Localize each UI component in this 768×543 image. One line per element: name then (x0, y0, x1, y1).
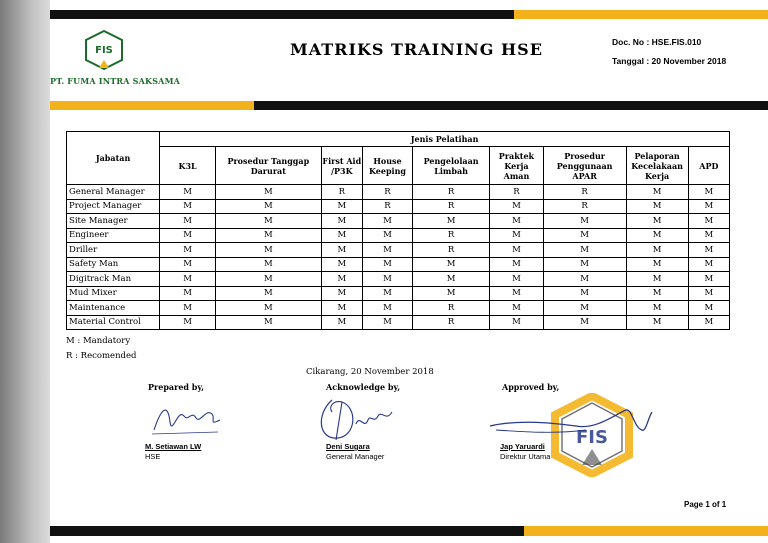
group-header: Jenis Pelatihan (160, 132, 730, 147)
requirement-cell: M (626, 301, 688, 316)
approved-name: Jap Yaruardi (500, 442, 545, 451)
requirement-cell: R (412, 243, 489, 258)
requirement-cell: M (490, 228, 544, 243)
requirement-cell: M (216, 286, 322, 301)
requirement-cell: M (216, 214, 322, 229)
requirement-cell: M (543, 214, 626, 229)
requirement-cell: M (160, 185, 216, 200)
prepared-label: Prepared by, (148, 382, 205, 392)
requirement-cell: M (321, 257, 362, 272)
requirement-cell: R (543, 199, 626, 214)
requirement-cell: M (688, 315, 729, 330)
column-header: House Keeping (363, 147, 413, 185)
requirement-cell: M (626, 214, 688, 229)
table-row (67, 257, 730, 272)
requirement-cell: M (543, 286, 626, 301)
acknowledge-role: General Manager (326, 452, 385, 461)
doc-number: Doc. No : HSE.FIS.010 (612, 37, 702, 47)
requirement-cell: M (321, 286, 362, 301)
requirement-cell: M (688, 214, 729, 229)
requirement-cell: M (321, 228, 362, 243)
column-header: Praktek Kerja Aman (490, 147, 544, 185)
requirement-cell: M (490, 272, 544, 287)
table-row (67, 228, 730, 243)
legend-recommended: R : Recomended (66, 351, 137, 361)
requirement-cell: M (688, 228, 729, 243)
table-row (67, 272, 730, 287)
requirement-cell: M (626, 185, 688, 200)
jabatan-cell: Site Manager (67, 214, 160, 229)
requirement-cell: M (321, 243, 362, 258)
requirement-cell: M (688, 243, 729, 258)
requirement-cell: M (160, 199, 216, 214)
column-header: APD (688, 147, 729, 185)
requirement-cell: R (363, 199, 413, 214)
requirement-cell: R (412, 199, 489, 214)
requirement-cell: M (412, 257, 489, 272)
requirement-cell: M (543, 257, 626, 272)
table-row (67, 243, 730, 258)
requirement-cell: M (688, 199, 729, 214)
column-header: Pelaporan Kecelakaan Kerja (626, 147, 688, 185)
requirement-cell: M (626, 315, 688, 330)
requirement-cell: M (490, 257, 544, 272)
requirement-cell: M (321, 272, 362, 287)
jabatan-cell: Driller (67, 243, 160, 258)
table-row (67, 301, 730, 316)
requirement-cell: M (363, 214, 413, 229)
requirement-cell: M (688, 301, 729, 316)
requirement-cell: M (490, 214, 544, 229)
table-row (67, 315, 730, 330)
column-header: Prosedur Tanggap Darurat (216, 147, 322, 185)
requirement-cell: M (626, 257, 688, 272)
requirement-cell: M (626, 243, 688, 258)
requirement-cell: M (543, 301, 626, 316)
requirement-cell: M (321, 315, 362, 330)
requirement-cell: M (543, 315, 626, 330)
doc-date: Tanggal : 20 November 2018 (612, 56, 727, 66)
requirement-cell: M (688, 286, 729, 301)
header-band-accent (50, 101, 254, 110)
requirement-cell: M (363, 228, 413, 243)
jabatan-header: Jabatan (67, 132, 160, 185)
requirement-cell: M (321, 199, 362, 214)
jabatan-cell: Mud Mixer (67, 286, 160, 301)
jabatan-cell: General Manager (67, 185, 160, 200)
requirement-cell: R (412, 315, 489, 330)
requirement-cell: M (216, 315, 322, 330)
prepared-role: HSE (145, 452, 161, 461)
jabatan-cell: Maintenance (67, 301, 160, 316)
requirement-cell: M (216, 199, 322, 214)
requirement-cell: M (216, 228, 322, 243)
table-row (67, 185, 730, 200)
jabatan-cell: Digitrack Man (67, 272, 160, 287)
column-header: K3L (160, 147, 216, 185)
requirement-cell: M (363, 286, 413, 301)
requirement-cell: M (688, 257, 729, 272)
acknowledge-signature (312, 394, 402, 446)
column-header: Prosedur Penggunaan APAR (543, 147, 626, 185)
top-band-accent (514, 10, 768, 19)
requirement-cell: R (321, 185, 362, 200)
table-row (67, 286, 730, 301)
requirement-cell: M (216, 301, 322, 316)
requirement-cell: R (412, 301, 489, 316)
requirement-cell: M (363, 301, 413, 316)
requirement-cell: R (490, 185, 544, 200)
acknowledge-label: Acknowledge by, (326, 382, 401, 392)
requirement-cell: M (321, 301, 362, 316)
jabatan-cell: Safety Man (67, 257, 160, 272)
requirement-cell: M (490, 243, 544, 258)
requirement-cell: M (626, 199, 688, 214)
requirement-cell: R (543, 185, 626, 200)
requirement-cell: M (363, 315, 413, 330)
company-logo (82, 30, 126, 70)
requirement-cell: M (688, 272, 729, 287)
requirement-cell: M (543, 243, 626, 258)
requirement-cell: R (363, 185, 413, 200)
column-header: Pengelolaan Limbah (412, 147, 489, 185)
legend-mandatory: M : Mandatory (66, 336, 131, 346)
approved-signature (486, 404, 656, 444)
page-title: MATRIKS TRAINING HSE (290, 40, 543, 59)
requirement-cell: M (160, 243, 216, 258)
column-header: First Aid /P3K (321, 147, 362, 185)
requirement-cell: M (490, 286, 544, 301)
requirement-cell: M (363, 257, 413, 272)
table-row (67, 199, 730, 214)
approved-role: Direktur Utama (500, 452, 551, 461)
requirement-cell: M (216, 257, 322, 272)
top-band-dark (50, 10, 514, 19)
place-date: Cikarang, 20 November 2018 (306, 367, 434, 377)
bottom-band-dark (50, 526, 524, 536)
requirement-cell: M (490, 315, 544, 330)
requirement-cell: M (160, 257, 216, 272)
requirement-cell: M (412, 286, 489, 301)
requirement-cell: M (412, 272, 489, 287)
requirement-cell: M (216, 243, 322, 258)
company-name: PT. FUMA INTRA SAKSAMA (50, 76, 181, 86)
requirement-cell: M (363, 243, 413, 258)
requirement-cell: M (490, 301, 544, 316)
requirement-cell: M (160, 272, 216, 287)
requirement-cell: M (688, 185, 729, 200)
requirement-cell: M (363, 272, 413, 287)
training-matrix-table (66, 131, 730, 330)
left-side-bar (0, 0, 50, 543)
approved-label: Approved by, (502, 382, 560, 392)
page-number: Page 1 of 1 (684, 500, 727, 509)
prepared-signature (148, 396, 228, 440)
requirement-cell: M (543, 272, 626, 287)
requirement-cell: M (160, 228, 216, 243)
requirement-cell: M (626, 272, 688, 287)
jabatan-cell: Project Manager (67, 199, 160, 214)
requirement-cell: M (626, 228, 688, 243)
requirement-cell: R (412, 185, 489, 200)
requirement-cell: M (216, 272, 322, 287)
jabatan-cell: Material Control (67, 315, 160, 330)
requirement-cell: M (490, 199, 544, 214)
acknowledge-name: Deni Sugara (326, 442, 370, 451)
requirement-cell: M (216, 185, 322, 200)
logo-text: FIS (95, 45, 113, 56)
requirement-cell: M (412, 214, 489, 229)
requirement-cell: M (160, 286, 216, 301)
requirement-cell: M (543, 228, 626, 243)
header-band-dark (254, 101, 768, 110)
stamp-text: FIS (576, 427, 608, 448)
requirement-cell: M (160, 214, 216, 229)
requirement-cell: M (321, 214, 362, 229)
requirement-cell: M (160, 315, 216, 330)
requirement-cell: M (160, 301, 216, 316)
requirement-cell: M (626, 286, 688, 301)
jabatan-cell: Engineer (67, 228, 160, 243)
table-row (67, 214, 730, 229)
requirement-cell: R (412, 228, 489, 243)
prepared-name: M. Setiawan LW (145, 442, 202, 451)
bottom-band-accent (524, 526, 768, 536)
